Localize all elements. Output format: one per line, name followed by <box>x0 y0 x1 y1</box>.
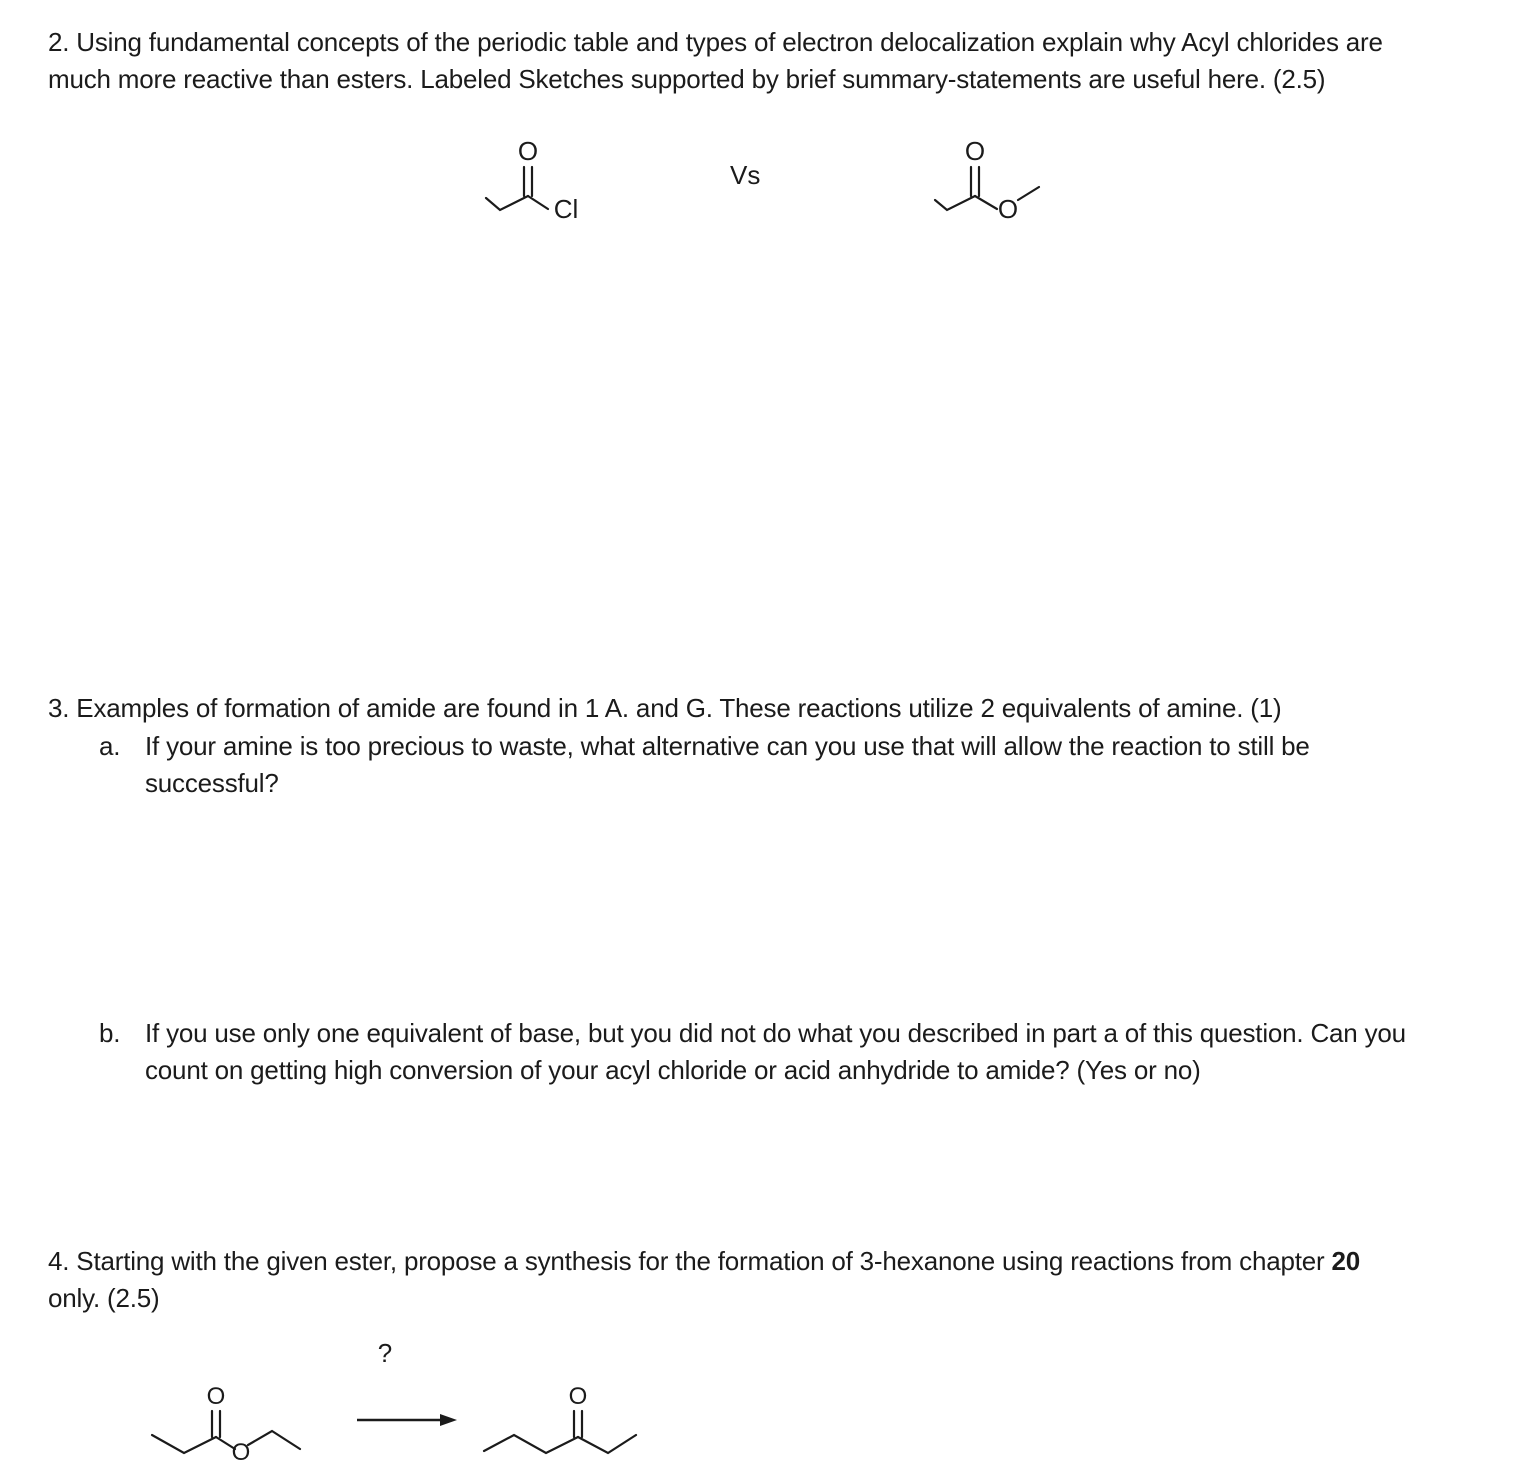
skeletal-bonds <box>486 167 548 210</box>
part-b-text <box>145 1015 1499 1089</box>
skeletal-bonds <box>152 1411 300 1453</box>
hexanone-structure <box>468 1373 668 1461</box>
ester-oxygen-label: O <box>231 1439 251 1461</box>
question-2-text <box>48 24 1508 98</box>
ethyl-propanoate-structure <box>135 1373 330 1461</box>
carbonyl-oxygen-label: O <box>517 136 539 166</box>
arrow-icon <box>357 1414 457 1426</box>
part-a-line-1: If your amine is too precious to waste, what alternative can you use that will allow the reaction to still be <box>145 731 1310 761</box>
part-b-line-1: If you use only one equivalent of base, but you did not do what you described in part a of this question. Can you <box>145 1018 1406 1048</box>
reaction-arrow <box>352 1335 467 1435</box>
ester-oxygen-label: O <box>997 194 1019 224</box>
part-a-text <box>145 728 1479 802</box>
acyl-chloride-structure <box>480 135 600 235</box>
chlorine-label: Cl <box>553 194 579 224</box>
question-3-part-a <box>99 728 1479 802</box>
part-b-line-2: count on getting high conversion of your acyl chloride or acid anhydride to amide? (Yes or no) <box>145 1055 1201 1085</box>
question-3-part-b <box>99 1015 1499 1089</box>
part-a-marker: a. <box>99 731 121 761</box>
vs-label: Vs <box>730 160 761 190</box>
question-mark-label: ? <box>377 1338 393 1368</box>
part-a-line-2: successful? <box>145 768 279 798</box>
carbonyl-oxygen-label: O <box>568 1383 588 1410</box>
methyl-ester-structure <box>925 135 1065 235</box>
question-2-line-1: 2. Using fundamental concepts of the periodic table and types of electron delocalization explain why Acyl chlorides are <box>48 27 1383 57</box>
question-4-line-2: only. (2.5) <box>48 1283 160 1313</box>
carbonyl-oxygen-label: O <box>206 1383 226 1410</box>
carbonyl-oxygen-label: O <box>964 136 986 166</box>
part-b-marker: b. <box>99 1018 121 1048</box>
chapter-number-bold: 20 <box>1331 1246 1361 1276</box>
question-4-line-1-text: 4. Starting with the given ester, propose a synthesis for the formation of 3-hexanone using reactions from chapter <box>48 1246 1332 1276</box>
question-4-text <box>48 1243 1508 1317</box>
skeletal-bonds <box>935 167 1039 210</box>
question-3-heading: 3. Examples of formation of amide are found in 1 A. and G. These reactions utilize 2 equivalents of amine. (1) <box>48 693 1282 723</box>
question-4-line-1 <box>48 1243 1508 1280</box>
skeletal-bonds <box>484 1411 636 1453</box>
question-2-line-2: much more reactive than esters. Labeled Sketches supported by brief summary-statements are useful here. (2.5) <box>48 64 1326 94</box>
